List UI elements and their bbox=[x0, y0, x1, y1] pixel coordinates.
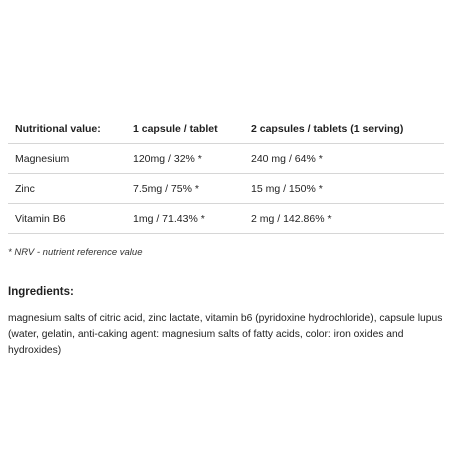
header-nutritional-value: Nutritional value: bbox=[8, 117, 126, 144]
single-dose-value: 7.5mg / 75% * bbox=[126, 174, 244, 204]
single-dose-value: 1mg / 71.43% * bbox=[126, 204, 244, 234]
nutrient-name: Zinc bbox=[8, 174, 126, 204]
single-dose-value: 120mg / 32% * bbox=[126, 144, 244, 174]
nutrition-table bbox=[8, 117, 444, 234]
serving-value: 2 mg / 142.86% * bbox=[244, 204, 444, 234]
table-row bbox=[8, 144, 444, 174]
table-header-row bbox=[8, 117, 444, 144]
serving-value: 15 mg / 150% * bbox=[244, 174, 444, 204]
ingredients-heading: Ingredients: bbox=[8, 286, 74, 298]
header-one-capsule: 1 capsule / tablet bbox=[126, 117, 244, 144]
ingredients-text: magnesium salts of citric acid, zinc lactate, vitamin b6 (pyridoxine hydrochloride), capsule lupus (water, gelatin, anti-caking agent: magnesium salts of fatty acids, color: iron oxides and hydroxides) bbox=[8, 313, 443, 356]
nrv-footnote: * NRV - nutrient reference value bbox=[8, 247, 143, 258]
table-row bbox=[8, 174, 444, 204]
nutrient-name: Magnesium bbox=[8, 144, 126, 174]
serving-value: 240 mg / 64% * bbox=[244, 144, 444, 174]
header-two-capsules: 2 capsules / tablets (1 serving) bbox=[244, 117, 444, 144]
table-row bbox=[8, 204, 444, 234]
nutrient-name: Vitamin B6 bbox=[8, 204, 126, 234]
